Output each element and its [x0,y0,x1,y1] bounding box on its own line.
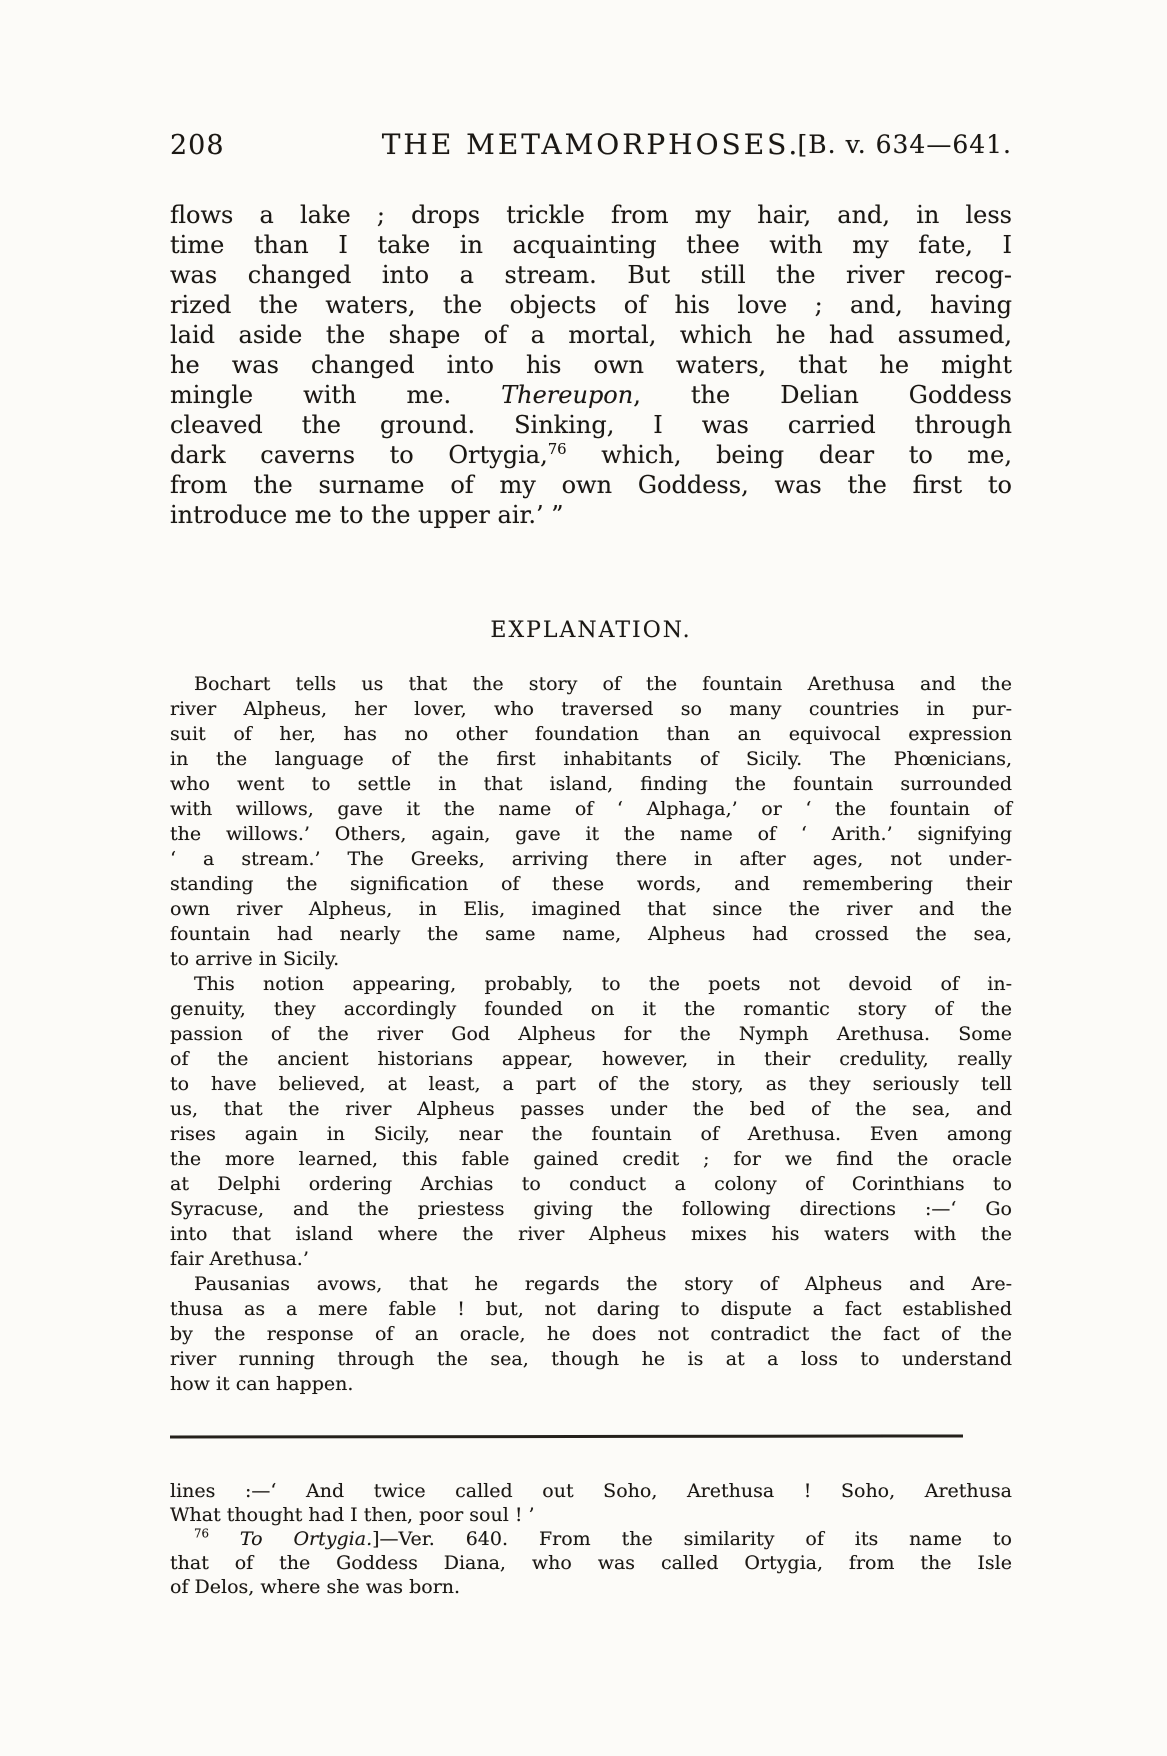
text-line: suit of her, has no other foundation than an equivocal expression [170,723,1012,745]
text-line: of the ancient historians appear, however, in their credulity, really [170,1048,1012,1070]
book-verse-reference: [B. v. 634—641. [797,130,1012,159]
explanation-section [170,672,1012,1397]
text-line: rises again in Sicily, near the fountain of Arethusa. Even among [170,1123,1012,1145]
text-line: Syracuse, and the priestess giving the following directions :—‘ Go [170,1198,1012,1220]
main-passage [170,200,1012,530]
explanation-heading: EXPLANATION. [490,618,692,643]
text-line: was changed into a stream. But still the river recog- [170,261,1012,289]
text-line: flows a lake ; drops trickle from my hair, and, in less [170,201,1012,229]
running-title: THE METAMORPHOSES. [381,128,801,161]
text-line: introduce me to the upper air.’ ” [170,501,564,529]
text-line: dark caverns to Ortygia,$^{76}$ which, being dear to me, [170,440,1012,469]
text-line: cleaved the ground. Sinking, I was carried through [170,411,1012,439]
text-line: how it can happen. [170,1373,354,1395]
text-line: in the language of the first inhabitants of Sicily. The Phœnicians, [170,748,1012,770]
text-line: the more learned, this fable gained credit ; for we find the oracle [170,1148,1012,1170]
text-line: fair Arethusa.’ [170,1248,309,1270]
text-line: time than I take in acquainting thee with my fate, I [170,231,1012,259]
page-number: 208 [170,130,225,161]
text-line: the willows.’ Others, again, gave it the name of ‘ Arith.’ signifying [170,823,1012,845]
text-line: river Alpheus, her lover, who traversed so many countries in pur- [170,698,1012,720]
footnote-divider-rule [170,1434,963,1438]
text-line: into that island where the river Alpheus mixes his waters with the [170,1223,1012,1245]
text-line: he was changed into his own waters, that he might [170,351,1012,379]
text-line: us, that the river Alpheus passes under the bed of the sea, and [170,1098,1012,1120]
page-header [170,128,1012,168]
text-line: at Delphi ordering Archias to conduct a colony of Corinthians to [170,1173,1012,1195]
explanation-paragraph-2 [170,972,1012,1272]
text-line: $^{76}$ To Ortygia.]—Ver. 640. From the similarity of its name to [194,1526,1013,1550]
text-line: of Delos, where she was born. [170,1576,461,1598]
text-line: thusa as a mere fable ! but, not daring to dispute a fact established [170,1298,1012,1320]
text-line: Pausanias avows, that he regards the story of Alpheus and Are- [194,1273,1012,1295]
text-line: passion of the river God Alpheus for the Nymph Arethusa. Some [170,1023,1012,1045]
text-line: This notion appearing, probably, to the poets not devoid of in- [194,973,1012,995]
text-line: fountain had nearly the same name, Alpheus had crossed the sea, [170,923,1012,945]
text-line: standing the signification of these words, and remembering their [170,873,1012,895]
text-line: to arrive in Sicily. [170,948,340,970]
text-line: with willows, gave it the name of ‘ Alphaga,’ or ‘ the fountain of [170,798,1012,820]
text-line: genuity, they accordingly founded on it the romantic story of the [170,998,1012,1020]
text-line: Bochart tells us that the story of the fountain Arethusa and the [194,673,1012,695]
text-line: own river Alpheus, in Elis, imagined that since the river and the [170,898,1012,920]
text-line: who went to settle in that island, finding the fountain surrounded [170,773,1012,795]
text-line: lines :—‘ And twice called out Soho, Arethusa ! Soho, Arethusa [170,1480,1012,1502]
text-line: to have believed, at least, a part of the story, as they seriously tell [170,1073,1012,1095]
text-line: laid aside the shape of a mortal, which he had assumed, [170,321,1012,349]
text-line: What thought had I then, poor soul ! ’ [170,1504,535,1526]
text-line: from the surname of my own Goddess, was the first to [170,471,1012,499]
text-line: that of the Goddess Diana, who was called Ortygia, from the Isle [170,1552,1012,1574]
text-line: by the response of an oracle, he does not contradict the fact of the [170,1323,1012,1345]
text-line: rized the waters, the objects of his love ; and, having [170,291,1012,319]
text-line: ‘ a stream.’ The Greeks, arriving there in after ages, not under- [170,848,1012,870]
explanation-paragraph-3 [170,1272,1012,1397]
explanation-paragraph-1 [170,672,1012,972]
text-line: river running through the sea, though he is at a loss to understand [170,1348,1012,1370]
text-line: mingle with me. Thereupon, the Delian Goddess [170,381,1012,409]
footnotes [170,1479,1012,1599]
